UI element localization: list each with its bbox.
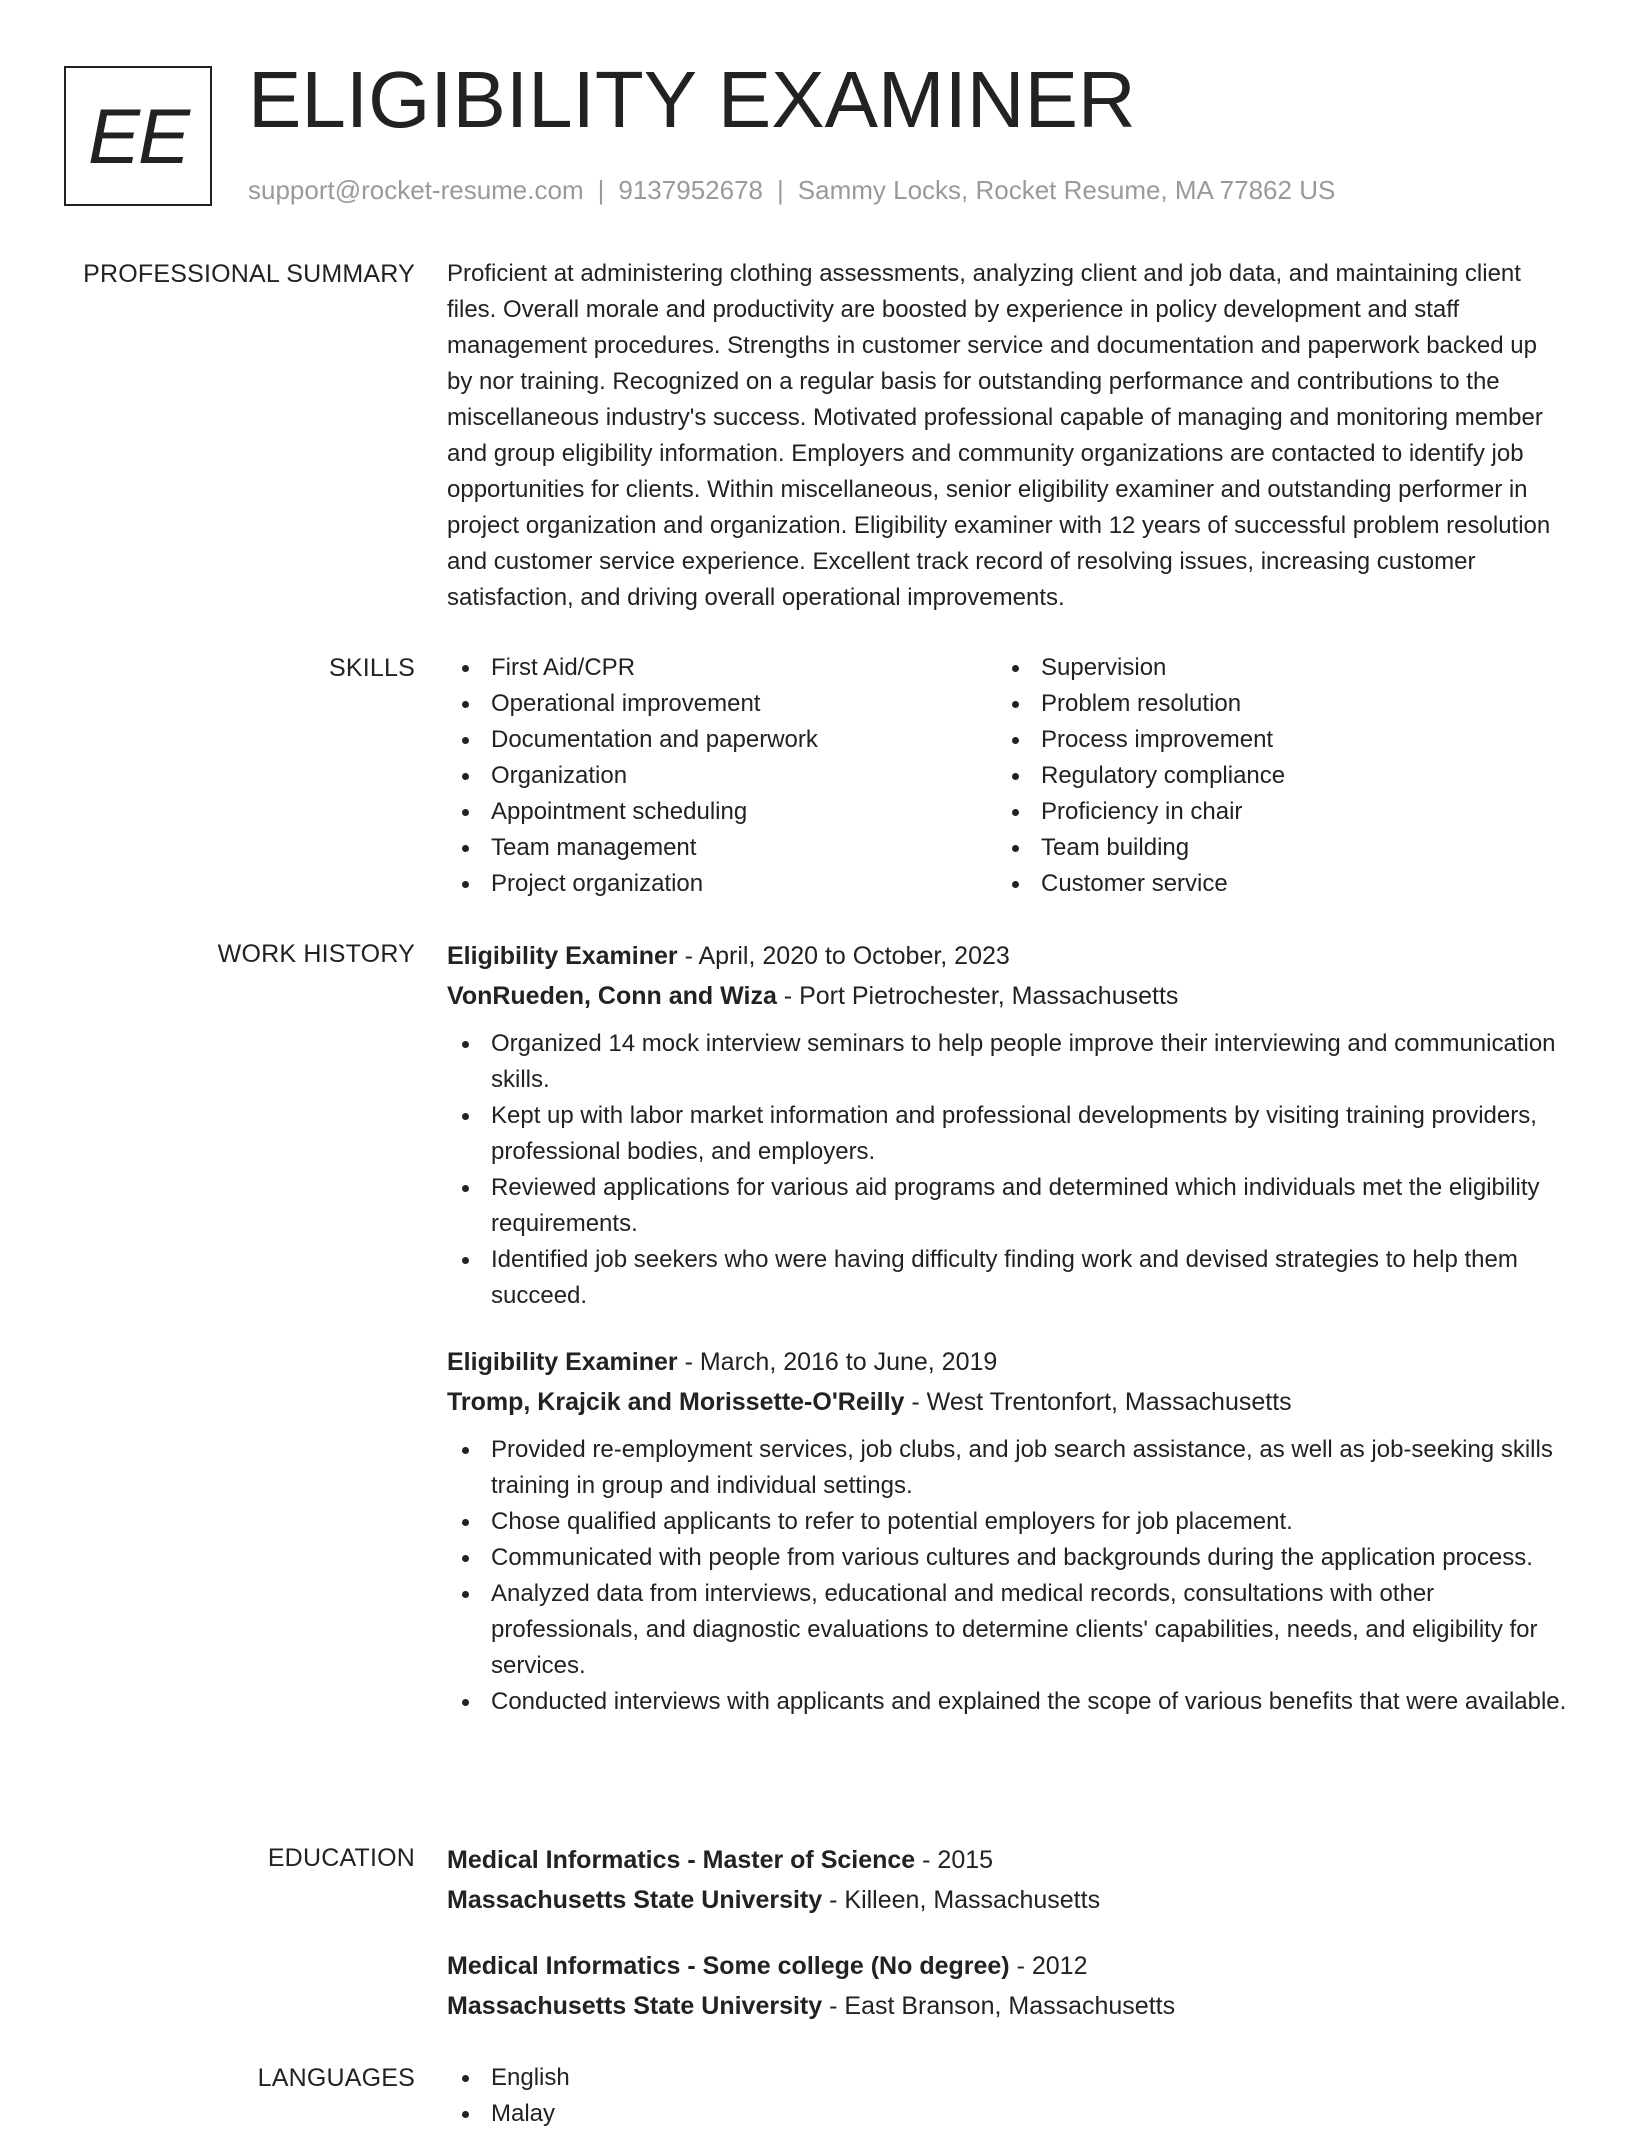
skill-item: Process improvement bbox=[997, 722, 1547, 758]
job-dates: - April, 2020 to October, 2023 bbox=[677, 942, 1010, 970]
school-line bbox=[447, 1986, 1567, 2026]
education-body bbox=[447, 1840, 1567, 2052]
company-name: VonRueden, Conn and Wiza bbox=[447, 982, 777, 1010]
education-entry bbox=[447, 1840, 1567, 1920]
education-entry bbox=[447, 1946, 1567, 2026]
job-title: Eligibility Examiner bbox=[447, 1348, 678, 1376]
job-bullet: Identified job seekers who were having difficulty finding work and devised strategies to help them succeed. bbox=[447, 1242, 1567, 1314]
monogram-box bbox=[64, 66, 212, 206]
skill-item: Team management bbox=[447, 830, 997, 866]
degree-line bbox=[447, 1946, 1567, 1986]
job-dates: - March, 2016 to June, 2019 bbox=[677, 1348, 998, 1376]
skills-body bbox=[447, 650, 1567, 902]
skill-item: Customer service bbox=[997, 866, 1547, 902]
skill-item: Problem resolution bbox=[997, 686, 1547, 722]
contact-line bbox=[248, 172, 1335, 208]
degree-year: - 2012 bbox=[1009, 1952, 1088, 1980]
summary-text: Proficient at administering clothing assessments, analyzing client and job data, and maintaining client files. Overall morale and productivity are boosted by experience in policy development and staff management procedures. Strengths in customer service and documentation and paperwork backed up by nor training. Recognized on a regular basis for outstanding performance and contributions to the miscellaneous industry's success. Motivated professional capable of managing and monitoring member and group eligibility information. Employers and community organizations are contacted to identify job opportunities for clients. Within miscellaneous, senior eligibility examiner and outstanding performer in project organization and organization. Eligibility examiner with 12 years of successful problem resolution and customer service experience. Excellent track record of resolving issues, increasing customer satisfaction, and driving overall operational improvements. bbox=[447, 260, 1551, 611]
job-title: Eligibility Examiner bbox=[447, 942, 678, 970]
job-bullet: Provided re-employment services, job clubs, and job search assistance, as well as job-seeking skills training in group and individual settings. bbox=[447, 1432, 1567, 1504]
contact-address: Sammy Locks, Rocket Resume, MA 77862 US bbox=[797, 175, 1336, 205]
skill-item: Regulatory compliance bbox=[997, 758, 1547, 794]
contact-email[interactable]: support@rocket-resume.com bbox=[248, 175, 584, 205]
monogram-initials: EE bbox=[87, 91, 189, 180]
skill-item: Proficiency in chair bbox=[997, 794, 1547, 830]
languages-list bbox=[447, 2060, 1567, 2132]
school-location: - East Branson, Massachusetts bbox=[822, 1992, 1176, 2020]
contact-separator: | bbox=[777, 175, 784, 205]
skill-item: Operational improvement bbox=[447, 686, 997, 722]
skill-item: Documentation and paperwork bbox=[447, 722, 997, 758]
job-bullet: Analyzed data from interviews, educational and medical records, consultations with other professionals, and diagnostic evaluations to determine clients' capabilities, needs, and eligibility for services. bbox=[447, 1576, 1567, 1684]
section-label-education: EDUCATION bbox=[267, 1844, 415, 1872]
contact-separator: | bbox=[597, 175, 605, 205]
section-label-work-history: WORK HISTORY bbox=[217, 940, 415, 968]
skill-item: Appointment scheduling bbox=[447, 794, 997, 830]
job-bullet: Kept up with labor market information and professional developments by visiting training providers, professional bodies, and employers. bbox=[447, 1098, 1567, 1170]
resume-title: ELIGIBILITY EXAMINER bbox=[248, 55, 1136, 144]
job-bullet: Reviewed applications for various aid programs and determined which individuals met the eligibility requirements. bbox=[447, 1170, 1567, 1242]
summary-body bbox=[447, 256, 1567, 616]
section-label-languages: LANGUAGES bbox=[257, 2064, 415, 2092]
company-line bbox=[447, 976, 1567, 1016]
work-history-body bbox=[447, 936, 1567, 1748]
degree-name: Medical Informatics - Master of Science bbox=[447, 1846, 916, 1874]
degree-year: - 2015 bbox=[915, 1846, 994, 1874]
job-bullet: Organized 14 mock interview seminars to help people improve their interviewing and communication skills. bbox=[447, 1026, 1567, 1098]
company-line bbox=[447, 1382, 1567, 1422]
degree-name: Medical Informatics - Some college (No degree) bbox=[447, 1952, 1010, 1980]
company-location: - West Trentonfort, Massachusetts bbox=[904, 1388, 1292, 1416]
section-label-summary: PROFESSIONAL SUMMARY bbox=[83, 260, 415, 288]
school-line bbox=[447, 1880, 1567, 1920]
skill-item: Organization bbox=[447, 758, 997, 794]
job-bullets bbox=[447, 1026, 1567, 1314]
school-name: Massachusetts State University bbox=[447, 1992, 823, 2020]
skill-item: Team building bbox=[997, 830, 1547, 866]
job-bullet: Communicated with people from various cultures and backgrounds during the application process. bbox=[447, 1540, 1567, 1576]
school-location: - Killeen, Massachusetts bbox=[822, 1886, 1101, 1914]
skills-column-right bbox=[997, 650, 1547, 902]
company-location: - Port Pietrochester, Massachusetts bbox=[776, 982, 1179, 1010]
skill-item: Project organization bbox=[447, 866, 997, 902]
company-name: Tromp, Krajcik and Morissette-O'Reilly bbox=[447, 1388, 905, 1416]
school-name: Massachusetts State University bbox=[447, 1886, 823, 1914]
job-title-line bbox=[447, 1342, 1567, 1382]
language-item: Malay bbox=[447, 2096, 1567, 2132]
skill-item: Supervision bbox=[997, 650, 1547, 686]
degree-line bbox=[447, 1840, 1567, 1880]
skill-item: First Aid/CPR bbox=[447, 650, 997, 686]
job-bullets bbox=[447, 1432, 1567, 1720]
section-label-skills: SKILLS bbox=[329, 654, 415, 682]
language-item: English bbox=[447, 2060, 1567, 2096]
languages-body bbox=[447, 2060, 1567, 2132]
skills-column-left bbox=[447, 650, 997, 902]
job-bullet: Chose qualified applicants to refer to potential employers for job placement. bbox=[447, 1504, 1567, 1540]
job-bullet: Conducted interviews with applicants and explained the scope of various benefits that were available. bbox=[447, 1684, 1567, 1720]
contact-phone[interactable]: 9137952678 bbox=[618, 175, 763, 205]
job-entry bbox=[447, 936, 1567, 1314]
job-title-line bbox=[447, 936, 1567, 976]
job-entry bbox=[447, 1342, 1567, 1720]
